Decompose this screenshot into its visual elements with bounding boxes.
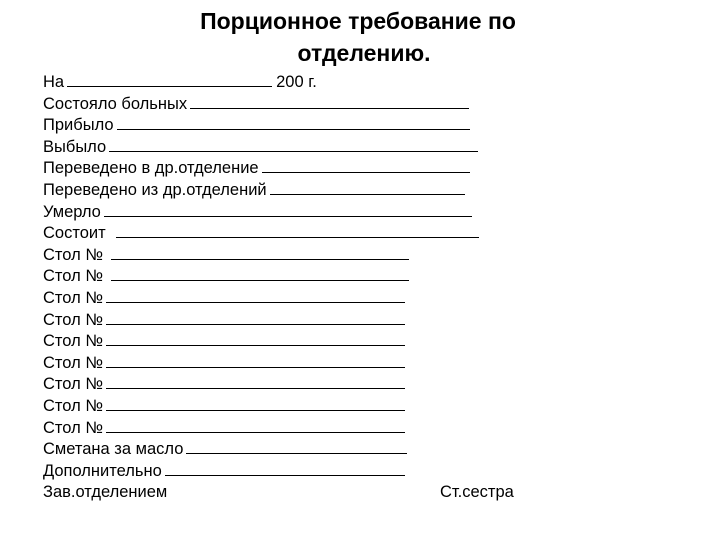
discharged-label: Выбыло bbox=[43, 137, 107, 156]
table-label: Стол № bbox=[43, 310, 104, 329]
current-blank[interactable] bbox=[116, 224, 479, 238]
current-label: Состоит bbox=[43, 224, 106, 243]
table-row bbox=[43, 331, 713, 353]
table-blank[interactable] bbox=[106, 289, 405, 303]
table-row bbox=[43, 353, 713, 375]
patients-present-label: Состояло больных bbox=[43, 94, 188, 113]
date-label: На bbox=[43, 73, 65, 91]
table-label: Стол № bbox=[43, 267, 104, 286]
discharged-row bbox=[43, 137, 713, 159]
current-row bbox=[43, 223, 713, 245]
table-blank[interactable] bbox=[106, 419, 405, 433]
died-label: Умерло bbox=[43, 202, 101, 221]
table-blank[interactable] bbox=[111, 246, 409, 260]
died-blank[interactable] bbox=[104, 203, 472, 217]
date-blank[interactable] bbox=[67, 73, 272, 87]
additional-row bbox=[43, 461, 713, 483]
discharged-blank[interactable] bbox=[109, 138, 478, 152]
table-row bbox=[43, 266, 713, 288]
transferred-to-row bbox=[43, 158, 713, 180]
table-row bbox=[43, 310, 713, 332]
admitted-label: Прибыло bbox=[43, 116, 114, 135]
admitted-row bbox=[43, 115, 713, 137]
table-label: Стол № bbox=[43, 332, 104, 351]
table-row bbox=[43, 288, 713, 310]
transferred-from-blank[interactable] bbox=[270, 181, 465, 195]
table-label: Стол № bbox=[43, 353, 104, 372]
transferred-to-blank[interactable] bbox=[262, 159, 470, 173]
table-blank[interactable] bbox=[106, 354, 405, 368]
document-title-line-1: Порционное требование по bbox=[200, 8, 516, 34]
table-label: Стол № bbox=[43, 245, 104, 264]
transferred-to-label: Переведено в др.отделение bbox=[43, 159, 259, 178]
table-label: Стол № bbox=[43, 418, 104, 437]
additional-label: Дополнительно bbox=[43, 461, 162, 480]
table-row bbox=[43, 418, 713, 440]
date-row bbox=[43, 72, 713, 94]
patients-present-blank[interactable] bbox=[190, 95, 469, 109]
document-title-line-2: отделению. bbox=[297, 40, 431, 66]
table-label: Стол № bbox=[43, 396, 104, 415]
table-blank[interactable] bbox=[106, 311, 405, 325]
sour-cream-blank[interactable] bbox=[186, 440, 407, 454]
table-row bbox=[43, 245, 713, 267]
year-label: 200 г. bbox=[276, 73, 317, 91]
transferred-from-label: Переведено из др.отделений bbox=[43, 180, 267, 199]
senior-nurse-label: Ст.сестра bbox=[440, 483, 514, 502]
table-blank[interactable] bbox=[111, 267, 409, 281]
table-label: Стол № bbox=[43, 375, 104, 394]
transferred-from-row bbox=[43, 180, 713, 202]
sour-cream-label: Сметана за масло bbox=[43, 440, 184, 459]
signatures-row bbox=[43, 482, 713, 504]
additional-blank[interactable] bbox=[165, 462, 405, 476]
table-blank[interactable] bbox=[106, 375, 405, 389]
table-row bbox=[43, 374, 713, 396]
document-title bbox=[0, 8, 720, 66]
died-row bbox=[43, 202, 713, 224]
patients-present-row bbox=[43, 94, 713, 116]
head-of-department-label: Зав.отделением bbox=[43, 483, 168, 502]
table-blank[interactable] bbox=[106, 397, 405, 411]
table-label: Стол № bbox=[43, 288, 104, 307]
sour-cream-row bbox=[43, 439, 713, 461]
table-blank[interactable] bbox=[106, 332, 405, 346]
requisition-form bbox=[43, 72, 713, 504]
admitted-blank[interactable] bbox=[117, 116, 470, 130]
table-row bbox=[43, 396, 713, 418]
